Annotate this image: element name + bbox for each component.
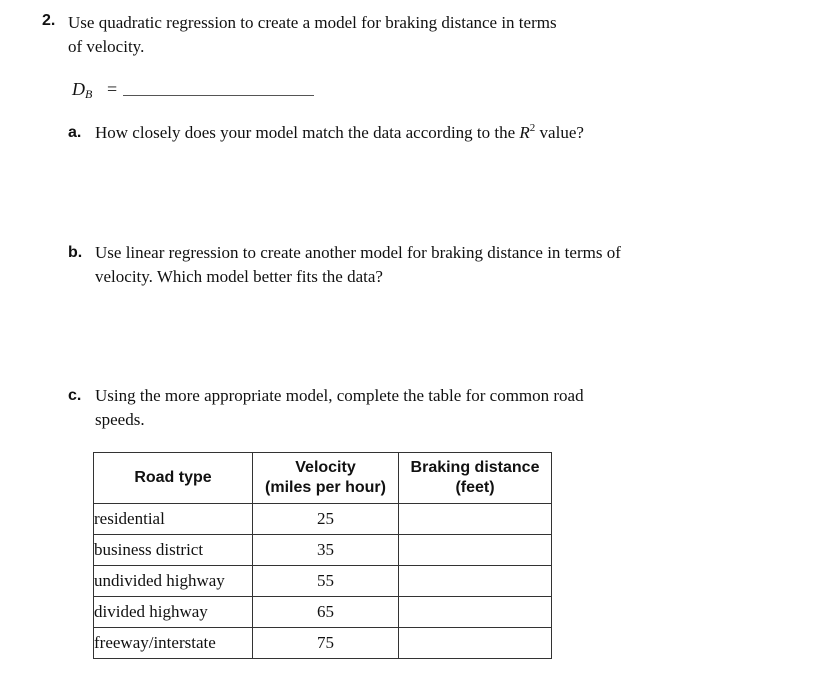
question-number: 2. bbox=[42, 12, 56, 29]
header-braking-distance bbox=[399, 453, 552, 504]
header-braking-line2: (feet) bbox=[455, 479, 495, 496]
part-b-label: b. bbox=[68, 244, 83, 261]
header-road-type: Road type bbox=[94, 453, 253, 504]
braking-distance-cell[interactable] bbox=[399, 566, 552, 597]
header-braking-line1: Braking distance bbox=[410, 459, 540, 476]
table-row bbox=[94, 504, 552, 535]
question-text-line1: Use quadratic regression to create a model for braking distance in terms bbox=[68, 13, 557, 32]
question-text-line2: of velocity. bbox=[68, 37, 145, 56]
road-type-cell: freeway/interstate bbox=[94, 628, 253, 659]
velocity-cell: 35 bbox=[253, 535, 399, 566]
table-row bbox=[94, 597, 552, 628]
part-a-text-after: value? bbox=[535, 123, 584, 142]
road-type-cell: residential bbox=[94, 504, 253, 535]
velocity-cell: 65 bbox=[253, 597, 399, 628]
part-c-text-line2: speeds. bbox=[95, 410, 145, 429]
velocity-cell: 55 bbox=[253, 566, 399, 597]
variable-subscript: B bbox=[85, 87, 93, 101]
velocity-cell: 75 bbox=[253, 628, 399, 659]
part-c-label: c. bbox=[68, 387, 82, 404]
header-velocity bbox=[253, 453, 399, 504]
part-b-text-line2: velocity. Which model better fits the data? bbox=[95, 267, 383, 286]
header-velocity-line1: Velocity bbox=[295, 459, 356, 476]
r-symbol: R bbox=[519, 123, 530, 142]
braking-distance-cell[interactable] bbox=[399, 628, 552, 659]
road-type-cell: undivided highway bbox=[94, 566, 253, 597]
part-a-text-before: How closely does your model match the data according to the bbox=[95, 123, 520, 142]
header-velocity-line2: (miles per hour) bbox=[265, 479, 386, 496]
part-c-text-line1: Using the more appropriate model, complete the table for common road bbox=[95, 386, 584, 405]
r-exponent: 2 bbox=[529, 122, 536, 134]
table-row bbox=[94, 628, 552, 659]
road-type-cell: divided highway bbox=[94, 597, 253, 628]
velocity-cell: 25 bbox=[253, 504, 399, 535]
braking-distance-cell[interactable] bbox=[399, 535, 552, 566]
answer-blank-line[interactable] bbox=[123, 95, 314, 96]
road-type-cell: business district bbox=[94, 535, 253, 566]
table-row bbox=[94, 535, 552, 566]
part-a-label: a. bbox=[68, 124, 82, 141]
braking-distance-variable bbox=[72, 77, 92, 106]
part-a-text bbox=[95, 121, 584, 145]
table-header-row bbox=[94, 453, 552, 504]
variable-letter: D bbox=[72, 79, 85, 99]
braking-distance-cell[interactable] bbox=[399, 504, 552, 535]
road-speed-table bbox=[93, 452, 552, 659]
table-row bbox=[94, 566, 552, 597]
equals-sign: = bbox=[107, 79, 118, 99]
braking-distance-cell[interactable] bbox=[399, 597, 552, 628]
part-b-text-line1: Use linear regression to create another model for braking distance in terms of bbox=[95, 243, 621, 262]
